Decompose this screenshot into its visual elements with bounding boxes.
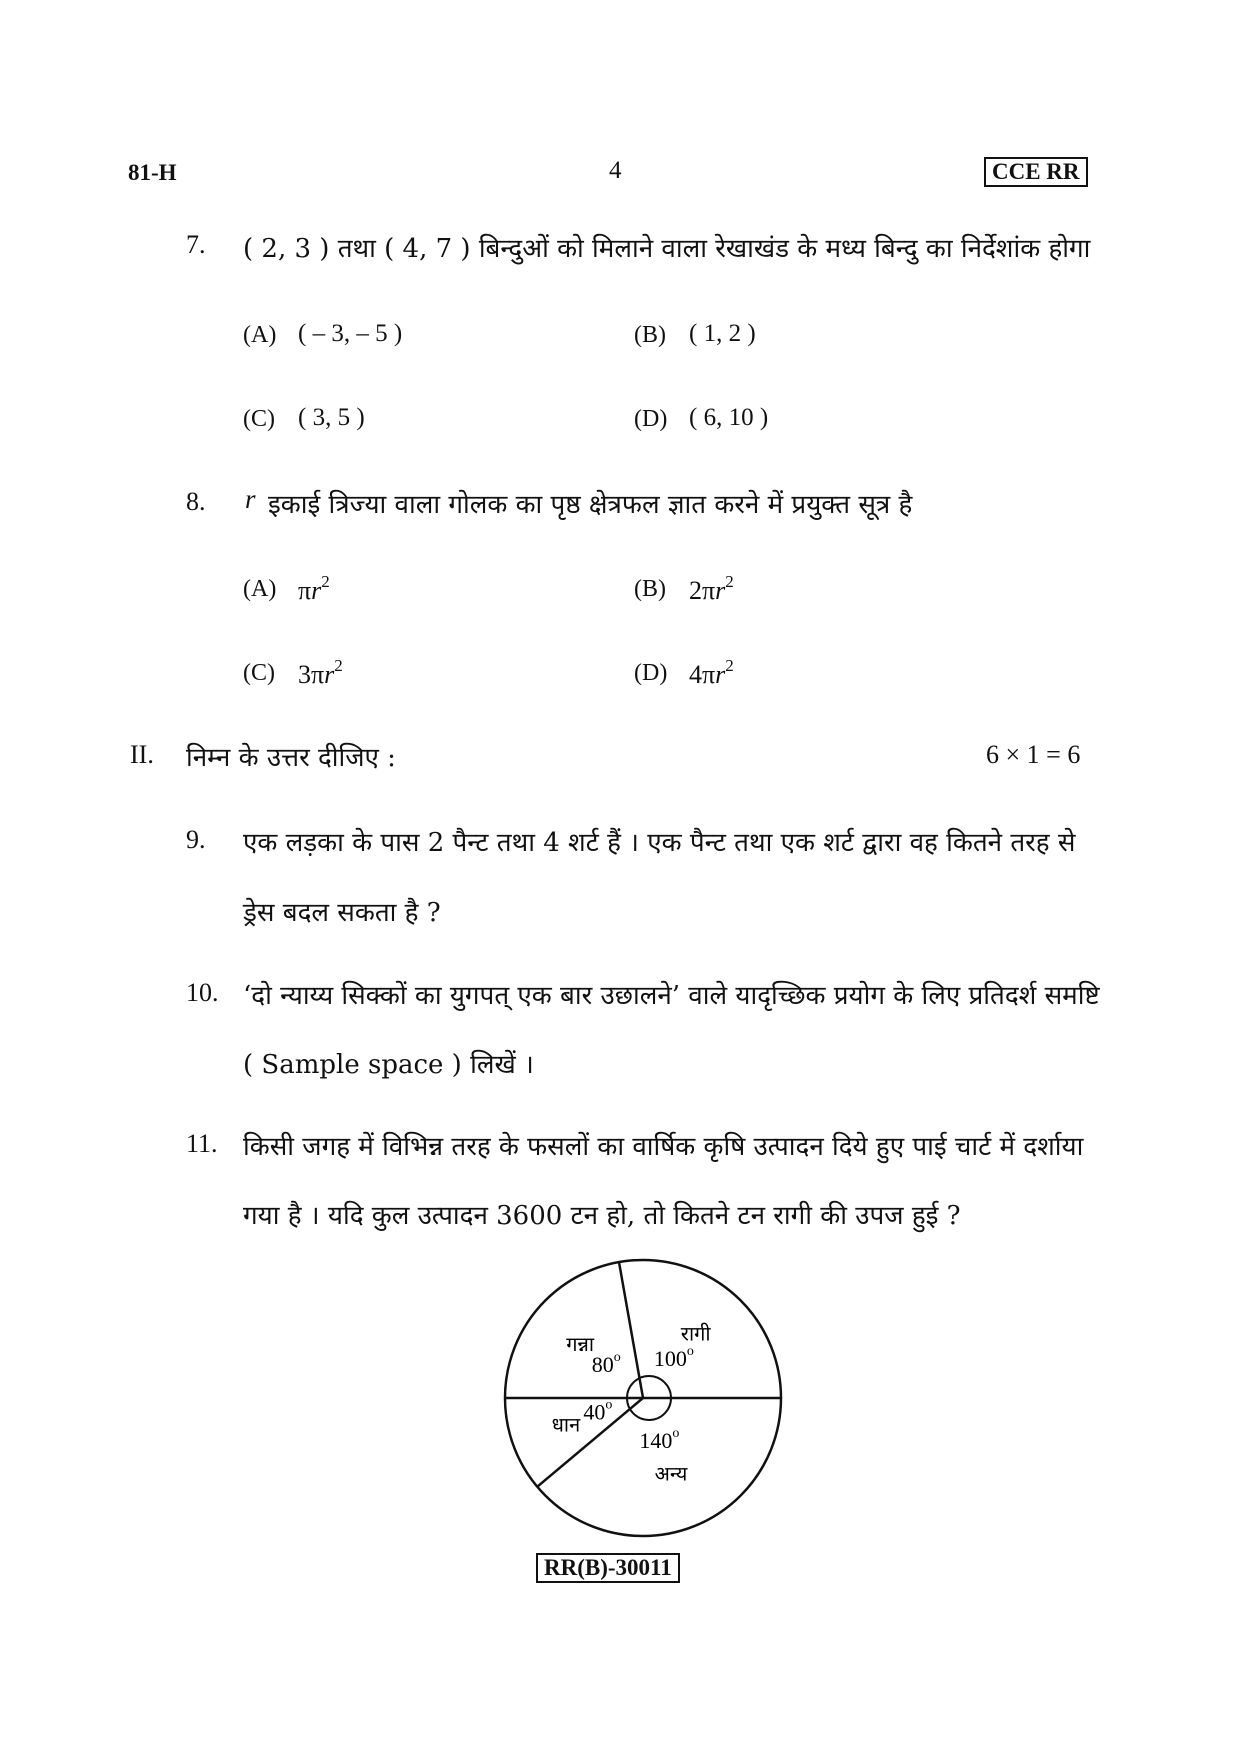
pie-radius-line	[619, 1262, 643, 1398]
question-8-number: 8.	[186, 487, 206, 516]
question-11-line-2: गया है । यदि कुल उत्पादन 3600 टन हो, तो कितने टन रागी की उपज हुई ?	[243, 1201, 961, 1231]
section-2-marks: 6 × 1 = 6	[986, 740, 1081, 769]
section-2-numeral: II.	[130, 740, 154, 769]
question-10-line-2: ( Sample space ) लिखें ।	[243, 1050, 534, 1080]
pie-slice-label: रागी	[680, 1321, 711, 1346]
pie-chart	[500, 1250, 800, 1560]
question-9-line-1: एक लड़का के पास 2 पैन्ट तथा 4 शर्ट हैं । एक पैन्ट तथा एक शर्ट द्वारा वह कितने तरह से	[243, 828, 1076, 858]
q7-option-b-label: (B)	[634, 322, 666, 348]
question-9-number: 9.	[186, 825, 206, 854]
q8-option-b-label: (B)	[634, 576, 666, 602]
q7-option-d-label: (D)	[634, 406, 668, 432]
q8-option-d-formula: $4\pi r^2$	[689, 656, 734, 689]
question-9-line-2: ड्रेस बदल सकता है ?	[243, 898, 441, 928]
q8-option-a-label: (A)	[243, 576, 277, 602]
section-2-instruction: निम्न के उत्तर दीजिए :	[186, 743, 396, 773]
question-10-number: 10.	[186, 978, 219, 1007]
question-11-line-1: किसी जगह में विभिन्न तरह के फसलों का वार्षिक कृषि उत्पादन दिये हुए पाई चार्ट में दर्शाया	[243, 1132, 1084, 1162]
paper-code: 81-H	[128, 160, 177, 185]
q7-option-a-value: ( – 3, – 5 )	[298, 320, 403, 347]
page-number: 4	[609, 157, 622, 184]
question-8-text: इकाई त्रिज्या वाला गोलक का पृष्ठ क्षेत्रफल ज्ञात करने में प्रयुक्त सूत्र है	[268, 490, 913, 520]
question-7-number: 7.	[186, 230, 206, 259]
q8-option-a-formula: $\pi r^2$	[298, 572, 330, 605]
q8-option-b-formula: $2\pi r^2$	[689, 572, 734, 605]
pie-angle-label: 100$^o$	[653, 1344, 694, 1372]
question-11-number: 11.	[186, 1129, 218, 1158]
pie-angle-label: 140$^o$	[639, 1426, 680, 1454]
q7-option-c-label: (C)	[243, 406, 275, 432]
q7-option-c-value: ( 3, 5 )	[298, 404, 365, 431]
pie-slice-label: अन्य	[654, 1461, 688, 1486]
footer-code-box: RR(B)-30011	[536, 1553, 680, 1583]
pie-angle-label: 40$^o$	[583, 1397, 613, 1425]
question-10-line-1: ‘दो न्याय्य सिक्कों का युगपत् एक बार उछालने’ वाले यादृच्छिक प्रयोग के लिए प्रतिदर्श समष्टि	[243, 981, 1100, 1011]
pie-angle-label: 80$^o$	[591, 1350, 621, 1378]
series-code-box: CCE RR	[984, 157, 1088, 187]
question-8-variable: r	[245, 484, 256, 514]
q7-option-d-value: ( 6, 10 )	[689, 404, 769, 431]
q8-option-c-label: (C)	[243, 660, 275, 686]
q8-option-d-label: (D)	[634, 660, 668, 686]
pie-slice-label: धान	[551, 1412, 581, 1437]
q7-option-b-value: ( 1, 2 )	[689, 320, 756, 347]
pie-slice-label: गन्ना	[566, 1331, 595, 1356]
question-7-text: ( 2, 3 ) तथा ( 4, 7 ) बिन्दुओं को मिलाने वाला रेखाखंड के मध्य बिन्दु का निर्देशांक होगा	[243, 234, 1091, 264]
q8-option-c-formula: $3\pi r^2$	[298, 656, 343, 689]
q7-option-a-label: (A)	[243, 322, 277, 348]
